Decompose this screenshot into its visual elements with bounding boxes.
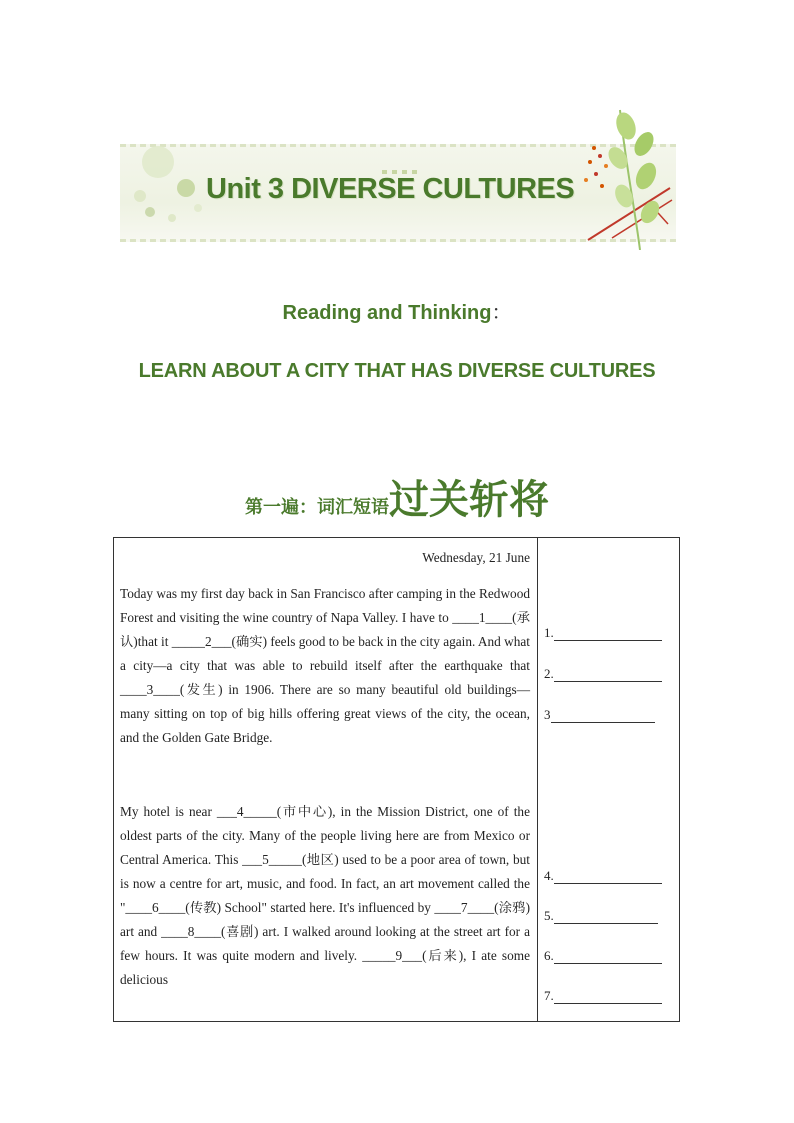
diary-date: Wednesday, 21 June [422,550,530,565]
reading-colon: ： [491,302,512,324]
answer-label: 3 [544,707,551,722]
answer-label: 4. [544,868,554,883]
passage-column [120,546,530,992]
column-divider [537,538,538,1021]
answer-blank-4[interactable] [544,868,662,884]
unit-banner [120,100,676,250]
answer-label: 1. [544,625,554,640]
answer-blank-2[interactable] [544,666,662,682]
lesson-subtitle: LEARN ABOUT A CITY THAT HAS DIVERSE CULTURES [138,360,656,382]
answer-label: 5. [544,908,554,923]
answer-line[interactable] [554,949,662,964]
answer-label: 6. [544,948,554,963]
answer-line[interactable] [554,909,658,924]
answer-label: 7. [544,988,554,1003]
unit-title: Unit 3 DIVERSE CULTURES [206,173,575,205]
answer-blank-3[interactable] [544,707,655,723]
answer-blank-1[interactable] [544,625,662,641]
section-heading [0,468,794,525]
answer-label: 2. [544,666,554,681]
answer-blank-7[interactable] [544,988,662,1004]
section-label-big: 过关斩将 [389,477,549,523]
passage-paragraph-1: Today was my first day back in San Francisco after camping in the Redwood Forest and visiting the wine country of Napa Valley. I have to ____1____(承认)that it _____2___(确实) feels good to be back in the city again. And what a city—a city that was able to rebuild itself after the earthquake that ____3____(发生) in 1906. There are so many beautiful old buildings—many sitting on top of big hills offering great views of the city, the ocean, and the Golden Gate Bridge. [120,586,530,745]
section-label: 第一遍：词汇短语 [245,497,389,518]
answer-line[interactable] [554,667,662,682]
answer-blank-6[interactable] [544,948,662,964]
answer-line[interactable] [554,869,662,884]
passage-paragraph-2: My hotel is near ___4_____(市中心), in the Mission District, one of the oldest parts of the city. Many of the people living here are from Mexico or Central America. This ___5_____(地区) used to be a poor area of town, but is now a centre for art, music, and food. In fact, an art movement called the "____6____(传教) School" started here. It's influenced by ____7____(涂鸦) art and ____8____(喜剧) art. I walked around looking at the street art for a few hours. It was quite modern and lively. _____9___(后来), I ate some delicious [120,804,530,987]
reading-heading [0,296,794,325]
exercise-table [113,537,680,1022]
answer-line[interactable] [554,626,662,641]
answer-blank-5[interactable] [544,908,658,924]
reading-title: Reading and Thinking [282,302,492,324]
answer-line[interactable] [554,989,662,1004]
answer-line[interactable] [551,708,655,723]
